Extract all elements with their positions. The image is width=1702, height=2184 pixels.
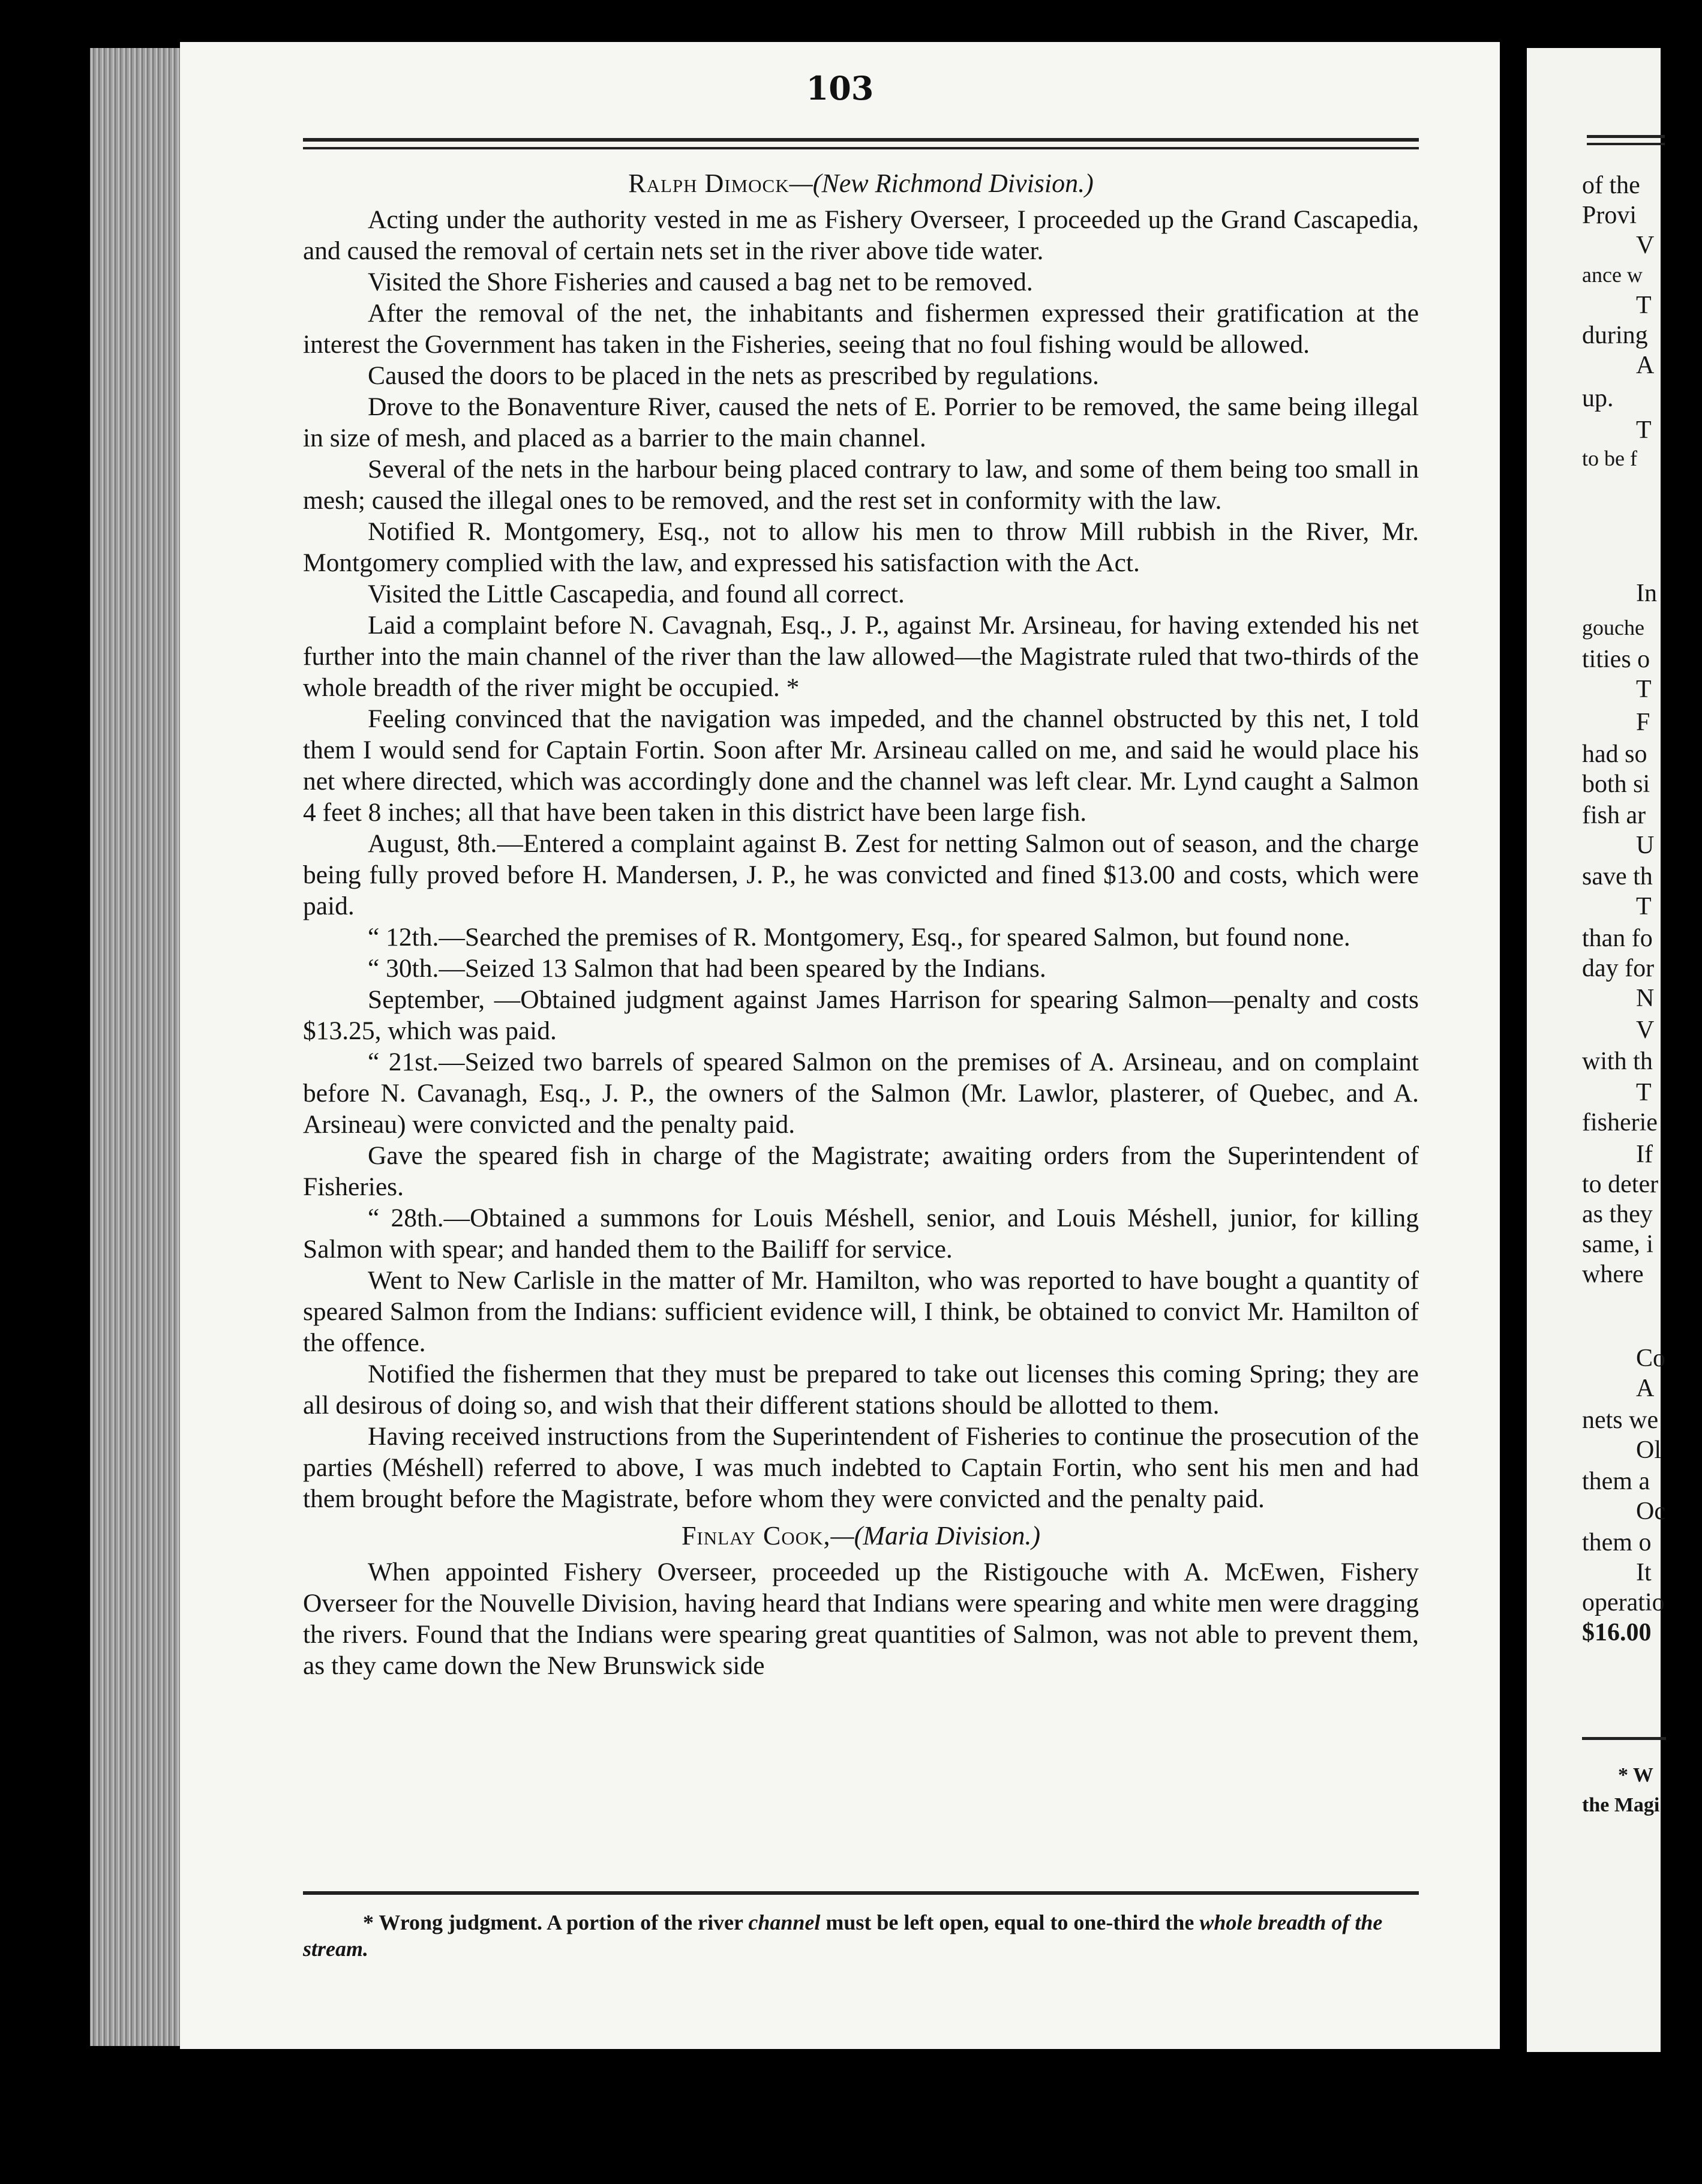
paragraph: Went to New Carlisle in the matter of Mr. Hamilton, who was reported to have bought a quantity of speared Salmon from the Indians: sufficient evidence will, I think, be obtained to convict Mr. Hamilton of the offence. xyxy=(303,1266,1419,1357)
facing-fragment: nets we xyxy=(1582,1406,1659,1434)
paragraph: Caused the doors to be placed in the nets as prescribed by regulations. xyxy=(368,361,1099,390)
facing-fragment: of the xyxy=(1582,172,1640,199)
facing-header-rule xyxy=(1587,135,1665,145)
facing-fragment: Provi xyxy=(1582,202,1637,229)
facing-fragment: T xyxy=(1636,1079,1652,1106)
heading-name: Ralph Dimock xyxy=(628,169,790,198)
facing-fragment: them a xyxy=(1582,1468,1650,1495)
facing-fragment: T xyxy=(1636,893,1652,920)
facing-fragment: the Magi xyxy=(1582,1794,1660,1816)
paragraph: Laid a complaint before N. Cavagnah, Esq., J. P., against Mr. Arsineau, for having extended his net further into the main channel of the river than the law allowed—the Magistrate ruled that two-thirds of the whole breadth of the river might be occupied. * xyxy=(303,611,1419,702)
paragraph: Acting under the authority vested in me as Fishery Overseer, I proceeded up the Grand Cascapedia, and caused the removal of certain nets set in the river above tide water. xyxy=(303,205,1419,265)
paragraph: September, —Obtained judgment against James Harrison for spearing Salmon—penalty and costs $13.25, which was paid. xyxy=(303,985,1419,1045)
paragraph: Drove to the Bonaventure River, caused the nets of E. Porrier to be removed, the same being illegal in size of mesh, and placed as a barrier to the main channel. xyxy=(303,392,1419,452)
paragraph: Several of the nets in the harbour being placed contrary to law, and some of them being too small in mesh; caused the illegal ones to be removed, and the rest set in conformity with the law. xyxy=(303,455,1419,515)
facing-fragment: fish ar xyxy=(1582,802,1646,829)
paragraph: Notified the fishermen that they must be prepared to take out licenses this coming Spring; they are all desirous of doing so, and wish that their different stations should be allotted to them. xyxy=(303,1360,1419,1420)
facing-fragment: with th xyxy=(1582,1048,1653,1075)
page-number: 103 xyxy=(806,69,874,107)
paragraph: “ 12th.—Searched the premises of R. Montgomery, Esq., for speared Salmon, but found none. xyxy=(368,923,1350,952)
book-page-edges xyxy=(90,48,192,2046)
facing-fragment: N xyxy=(1636,985,1655,1012)
facing-fragment: A xyxy=(1636,352,1655,379)
facing-fragment: * W xyxy=(1618,1764,1653,1786)
paragraph: Having received instructions from the Superintendent of Fisheries to continue the prosecution of the parties (Méshell) referred to above, I was much indebted to Captain Fortin, who sent his men and had them brought before the Magistrate, before whom they were convicted and the penalty paid. xyxy=(303,1422,1419,1513)
facing-fragment: operatio xyxy=(1582,1589,1665,1616)
facing-fragment: up. xyxy=(1582,385,1614,412)
facing-fragment: same, i xyxy=(1582,1231,1653,1258)
footnote xyxy=(303,1909,1419,1962)
facing-fragment: T xyxy=(1636,676,1652,703)
facing-fragment: during xyxy=(1582,322,1648,349)
paragraph: Notified R. Montgomery, Esq., not to allow his men to throw Mill rubbish in the River, Mr. Montgomery complied with the law, and expressed his satisfaction with the Act. xyxy=(303,517,1419,577)
paragraph: Visited the Shore Fisheries and caused a bag net to be removed. xyxy=(368,268,1033,296)
facing-page xyxy=(1527,48,1666,2052)
facing-fragment: Ol xyxy=(1636,1436,1661,1464)
report-body xyxy=(303,168,1419,1681)
facing-fragment: Oc xyxy=(1636,1498,1665,1525)
facing-fragment: A xyxy=(1636,1375,1655,1402)
facing-fragment: than fo xyxy=(1582,925,1653,952)
paragraph: August, 8th.—Entered a complaint against B. Zest for netting Salmon out of season, and the charge being fully proved before H. Mandersen, J. P., he was convicted and fined $13.00 and costs, which were paid. xyxy=(303,829,1419,920)
left-page xyxy=(180,42,1500,2049)
paragraph: Visited the Little Cascapedia, and found all correct. xyxy=(368,580,905,608)
header-double-rule xyxy=(303,138,1419,149)
facing-fragment: If xyxy=(1636,1141,1653,1168)
facing-fragment: save th xyxy=(1582,863,1653,890)
footnote-rule xyxy=(303,1891,1419,1895)
paragraph: Feeling convinced that the navigation was impeded, and the channel obstructed by this net, I told them I would send for Captain Fortin. Soon after Mr. Arsineau called on me, and said he would place his net where directed, which was accordingly done and the channel was left clear. Mr. Lynd caught a Salmon 4 feet 8 inches; all that have been taken in this district have been large fish. xyxy=(303,704,1419,827)
heading-division: —(New Richmond Division.) xyxy=(789,169,1094,198)
facing-fragment: T xyxy=(1636,292,1652,319)
facing-fragment: them o xyxy=(1582,1529,1652,1556)
paragraph: When appointed Fishery Overseer, proceeded up the Ristigouche with A. McEwen, Fishery Overseer for the Nouvelle Division, having heard that Indians were spearing and white men were dragging the rivers. Found that the Indians were spearing great quantities of Salmon, was not able to prevent them, as they came down the New Brunswick side xyxy=(303,1558,1419,1680)
facing-fragment: gouche xyxy=(1582,616,1644,640)
footnote-lead: * Wrong judgment. A portion of the river xyxy=(363,1910,743,1934)
footnote-channel: channel xyxy=(748,1910,821,1934)
section-heading-dimock xyxy=(303,168,1419,199)
facing-fragment: F xyxy=(1636,709,1650,736)
facing-fragment: Co xyxy=(1636,1345,1666,1372)
paragraph: After the removal of the net, the inhabitants and fishermen expressed their gratification at the interest the Government has taken in the Fisheries, seeing that no foul fishing would be allowed. xyxy=(303,299,1419,359)
facing-fragment: fisherie xyxy=(1582,1109,1658,1136)
facing-fragment: U xyxy=(1636,832,1655,859)
paragraph: “ 21st.—Seized two barrels of speared Salmon on the premises of A. Arsineau, and on complaint before N. Cavanagh, Esq., J. P., the owners of the Salmon (Mr. Lawlor, plasterer, of Quebec, and A. Arsineau) were convicted and the penalty paid. xyxy=(303,1048,1419,1139)
facing-fragment: ance w xyxy=(1582,263,1643,287)
section-heading-cook xyxy=(303,1520,1419,1552)
paragraph: “ 30th.—Seized 13 Salmon that had been speared by the Indians. xyxy=(368,954,1046,983)
facing-fragment: In xyxy=(1636,580,1657,607)
heading-division: —(Maria Division.) xyxy=(830,1521,1041,1550)
facing-fragment: V xyxy=(1636,1016,1655,1044)
facing-fragment: had so xyxy=(1582,740,1647,768)
footnote-middle: must be left open, equal to one-third the xyxy=(826,1910,1194,1934)
paragraph: Gave the speared fish in charge of the Magistrate; awaiting orders from the Superintendent of Fisheries. xyxy=(303,1141,1419,1201)
facing-footnote-rule xyxy=(1582,1737,1666,1740)
facing-fragment: both si xyxy=(1582,770,1650,798)
facing-fragment: to be f xyxy=(1582,446,1637,470)
facing-fragment: T xyxy=(1636,416,1652,444)
heading-name: Finlay Cook, xyxy=(681,1521,831,1550)
facing-fragment: V xyxy=(1636,232,1655,259)
facing-fragment: tities o xyxy=(1582,646,1650,673)
facing-fragment: as they xyxy=(1582,1201,1653,1228)
facing-fragment: $16.00 xyxy=(1582,1619,1652,1646)
facing-fragment: where xyxy=(1582,1261,1644,1288)
facing-fragment: day for xyxy=(1582,955,1655,982)
facing-fragment: It xyxy=(1636,1559,1652,1586)
footnote-tail: whole breadth of the stream. xyxy=(303,1910,1383,1961)
facing-fragment: to deter xyxy=(1582,1171,1659,1198)
paragraph: “ 28th.—Obtained a summons for Louis Méshell, senior, and Louis Méshell, junior, for killing Salmon with spear; and handed them to the Bailiff for service. xyxy=(303,1204,1419,1264)
